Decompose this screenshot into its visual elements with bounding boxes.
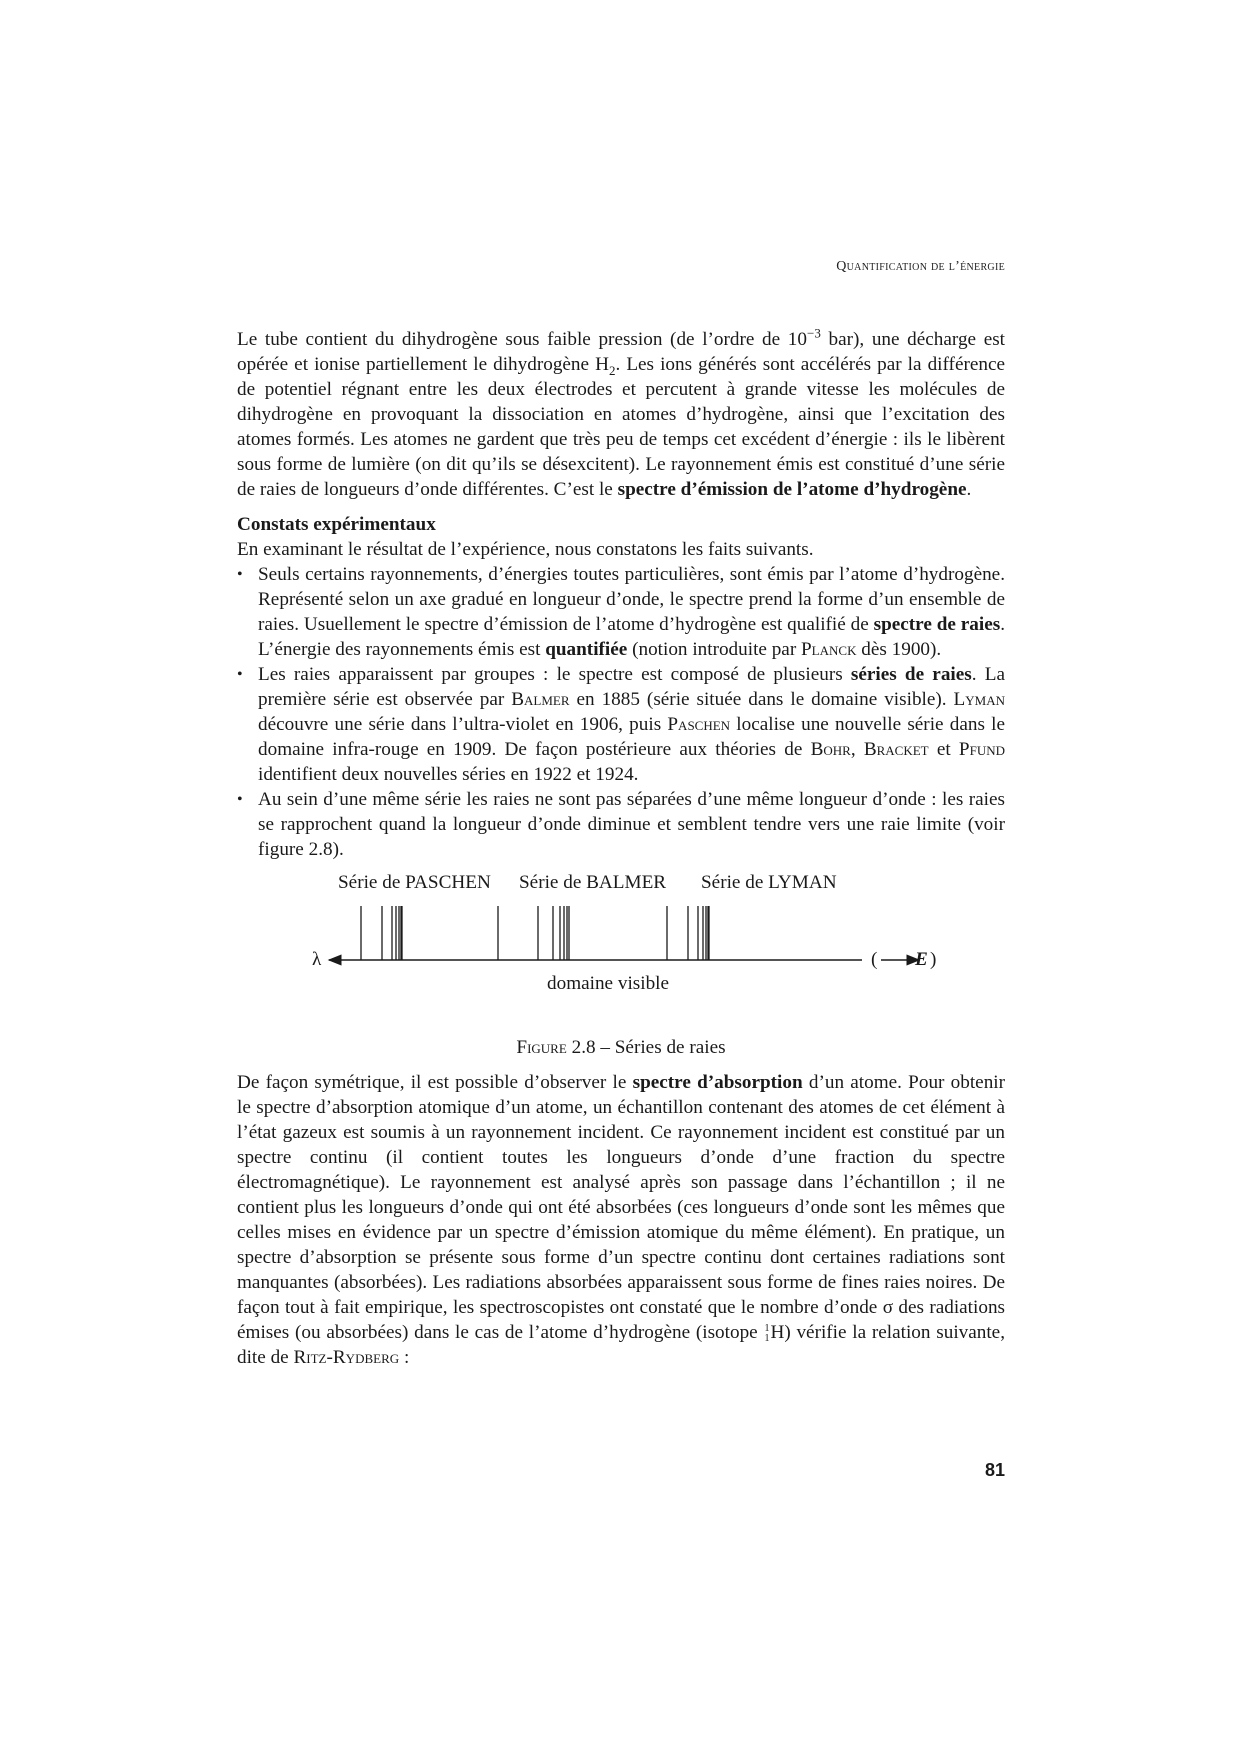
list-item: • Les raies apparaissent par groupes : le spectre est composé de plusieurs séries de raies. La première série est observée par Balmer en 1885 (série située dans le domaine visible). Lyman découvre une série dans l’ultra-violet en 1906, puis Paschen localise une nouvelle série dans le domaine infra-rouge en 1909. De façon postérieure aux théories de Bohr, Bracket et Pfund identifient deux nouvelles séries en 1922 et 1924. — [237, 662, 1005, 787]
section-heading: Constats expérimentaux — [237, 514, 436, 535]
observations-list — [237, 562, 1005, 862]
energy-label-open: ( — [871, 949, 878, 970]
key-term: spectre d’émission de l’atome d’hydrogène — [617, 479, 967, 500]
key-term: spectre d’absorption — [632, 1072, 803, 1093]
running-head: Quantification de l’énergie — [836, 259, 1005, 274]
series-label-paschen: Série de PASCHEN — [338, 872, 491, 893]
paragraph-discharge-tube: Le tube contient du dihydrogène sous faible pression (de l’ordre de $10^{-3}$ bar), une décharge est opérée et ionise partiellement le dihydrogène $H_2$. Les ions générés sont accélérés par la différence de potentiel régnant entre les deux électrodes et percutent à grande vitesse les molécules de dihydrogène en provoquant la dissociation en atomes d’hydrogène, ainsi que l’excitation des atomes formés. Les atomes ne gardent que très peu de temps cet excédent d’énergie : ils le libèrent sous forme de lumière (on dit qu’ils se désexcitent). Le rayonnement émis est constitué d’une série de raies de longueurs d’onde différentes. C’est le spectre d’émission de l’atome d’hydrogène. — [237, 325, 1006, 500]
list-item: • Seuls certains rayonnements, d’énergies toutes particulières, sont émis par l’atome d’hydrogène. Représenté selon un axe gradué en longueur d’onde, le spectre prend la forme d’un ensemble de raies. Usuellement le spectre d’émission de l’atome d’hydrogène est qualifié de spectre de raies. L’énergie des rayonnements émis est quantifiée (notion introduite par Planck dès 1900). — [237, 562, 1005, 662]
energy-label: E — [915, 949, 928, 970]
body-text — [237, 327, 1005, 1370]
section-intro: En examinant le résultat de l’expérience, nous constatons les faits suivants. — [237, 539, 814, 560]
visible-domain-label: domaine visible — [547, 973, 670, 994]
series-label-balmer: Série de BALMER — [519, 872, 667, 893]
series-label-lyman: Série de LYMAN — [701, 872, 837, 893]
isotope-notation: 1 1 — [764, 1322, 770, 1344]
document-page — [237, 0, 1005, 1754]
subscript: 2 — [608, 362, 616, 378]
figure-spectral-series — [237, 868, 1005, 1033]
figure-caption: Figure 2.8 – Séries de raies — [516, 1037, 726, 1058]
energy-label-close: ) — [930, 949, 937, 970]
page-number: 81 — [984, 1460, 1005, 1480]
paragraph-absorption: De façon symétrique, il est possible d’observer le spectre d’absorption d’un atome. Pour obtenir le spectre d’absorption atomique d’un atome, un échantillon contenant des atomes de cet élément à l’état gazeux est soumis à un rayonnement incident. Ce rayonnement incident est constitué par un spectre continu (il contient toutes les longueurs d’onde d’une fraction du spectre électromagnétique). Le rayonnement est analysé après son passage dans l’échantillon ; il ne contient plus les longueurs d’onde qui ont été absorbées (ces longueurs d’onde sont les mêmes que celles mises en évidence par un spectre d’émission atomique du même élément). En pratique, un spectre d’absorption se présente sous forme d’un spectre continu dont certaines radiations sont manquantes (absorbées). Les radiations absorbées apparaissent sous forme de fines raies noires. De façon tout à fait empirique, les spectroscopistes ont constaté que le nombre d’onde σ des radiations émises (ou absorbées) dans le cas de l’atome d’hydrogène (isotope 1 1 H) vérifie la relation suivante, dite de Ritz-Rydberg : — [237, 1072, 1006, 1368]
lambda-label: λ — [312, 949, 322, 970]
list-item: • Au sein d’une même série les raies ne sont pas séparées d’une même longueur d’onde : les raies se rapprochent quand la longueur d’onde diminue et semblent tendre vers une raie limite (voir figure 2.8). — [237, 787, 1005, 862]
exponent: −3 — [807, 325, 821, 341]
